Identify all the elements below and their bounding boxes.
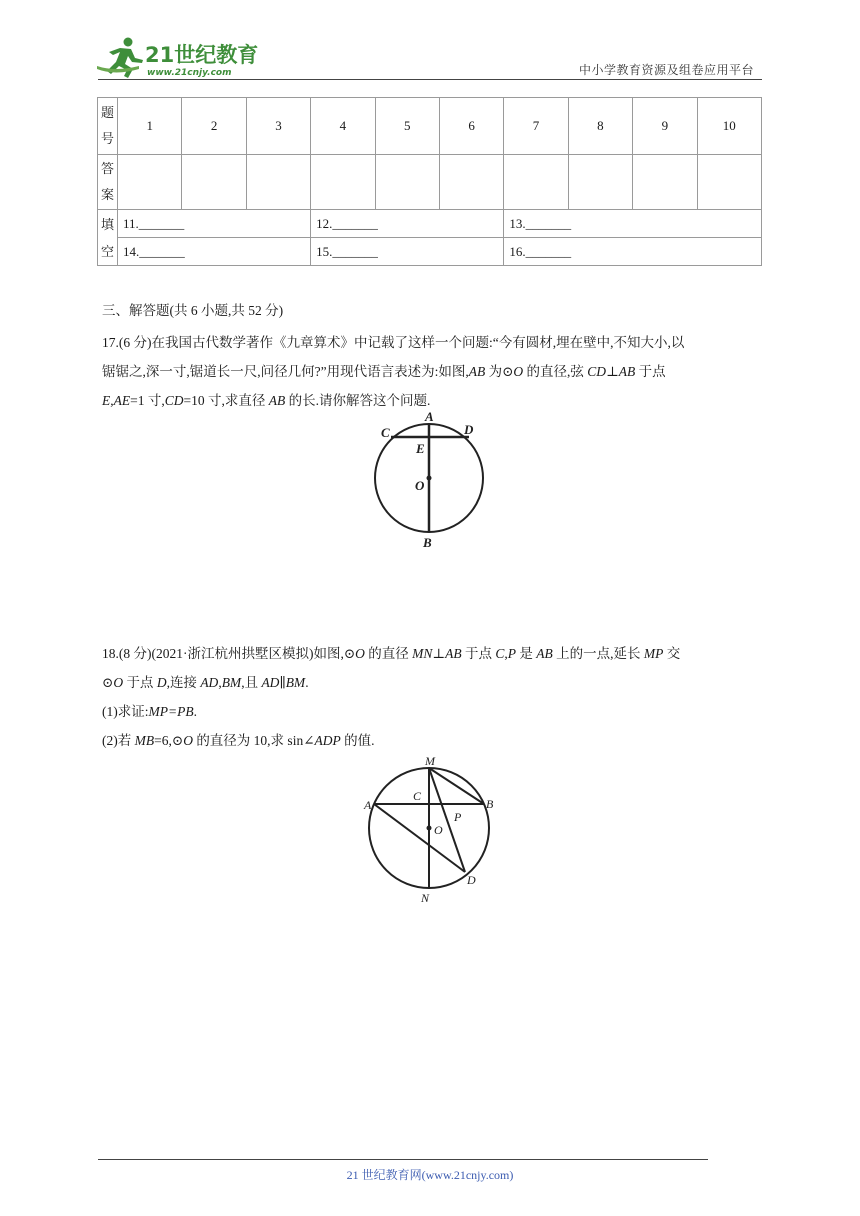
q18-line-2: ⊙O 于点 D,连接 AD,BM,且 AD∥BM. xyxy=(102,675,309,690)
question-number-cell: 7 xyxy=(504,98,568,155)
question-number-cell: 2 xyxy=(182,98,246,155)
center-point-o xyxy=(427,476,432,481)
label-e: E xyxy=(416,441,425,456)
label-o: O xyxy=(434,823,443,837)
answer-cell[interactable] xyxy=(118,155,182,210)
label-b: B xyxy=(486,797,494,811)
question-number-cell: 9 xyxy=(633,98,697,155)
question-number-cell: 8 xyxy=(568,98,632,155)
section-heading: 三、解答题(共 6 小题,共 52 分) xyxy=(102,303,284,318)
answer-sheet-table xyxy=(97,97,762,266)
label-b: B xyxy=(423,535,432,550)
answer-cell[interactable] xyxy=(439,155,503,210)
answer-cell[interactable] xyxy=(697,155,761,210)
question-number-cell: 6 xyxy=(439,98,503,155)
answer-cell[interactable] xyxy=(182,155,246,210)
site-logo xyxy=(95,36,265,80)
label-a: A xyxy=(364,798,372,812)
logo-brand-text: 21世纪教育 xyxy=(145,43,259,67)
header-divider xyxy=(98,79,762,80)
segment-mb xyxy=(429,768,484,804)
answer-cell[interactable] xyxy=(311,155,375,210)
question-number-cell: 3 xyxy=(246,98,310,155)
question-number-cell: 5 xyxy=(375,98,439,155)
runner-icon xyxy=(97,38,143,79)
label-d: D xyxy=(464,422,474,437)
center-point-o xyxy=(427,826,432,831)
footer-divider xyxy=(98,1159,708,1160)
row-label-answer: 答案 xyxy=(98,155,118,210)
q17-line-2: 锯锯之,深一寸,锯道长一尺,问径几何?”用现代语言表述为:如图,AB 为⊙O 的直径,弦 CD⊥AB 于点 xyxy=(102,364,666,379)
row-label-question: 题号 xyxy=(98,98,118,155)
q18-line-1: 18.(8 分)(2021·浙江杭州拱墅区模拟)如图,⊙O 的直径 MN⊥AB 于点 C,P 是 AB 上的一点,延长 MP 交 xyxy=(102,646,681,661)
q17-circle-figure xyxy=(360,405,500,555)
question-number-cell: 1 xyxy=(118,98,182,155)
label-n: N xyxy=(421,891,430,905)
label-a: A xyxy=(425,409,434,424)
footer-site-link[interactable]: 21 世纪教育网(www.21cnjy.com) xyxy=(346,1168,514,1182)
fill-blank-cell[interactable]: 13._______ xyxy=(504,210,762,238)
label-d: D xyxy=(467,873,476,887)
q18-part-2: (2)若 MB=6,⊙O 的直径为 10,求 sin∠ADP 的值. xyxy=(102,733,375,748)
fill-blank-cell[interactable]: 15._______ xyxy=(311,238,504,266)
fill-blank-row xyxy=(98,238,762,266)
fill-blank-cell[interactable]: 12._______ xyxy=(311,210,504,238)
answer-cell[interactable] xyxy=(246,155,310,210)
fill-blank-cell[interactable]: 16._______ xyxy=(504,238,762,266)
q18-part-1: (1)求证:MP=PB. xyxy=(102,704,197,719)
fill-blank-cell[interactable]: 14._______ xyxy=(118,238,311,266)
question-number-cell: 10 xyxy=(697,98,761,155)
fill-blank-row xyxy=(98,210,762,238)
label-c: C xyxy=(381,425,390,440)
q17-line-3: E,AE=1 寸,CD=10 寸,求直径 AB 的长.请你解答这个问题. xyxy=(102,393,431,408)
fill-blank-cell[interactable]: 11._______ xyxy=(118,210,311,238)
platform-name: 中小学教育资源及组卷应用平台 xyxy=(578,63,754,77)
answer-cell[interactable] xyxy=(633,155,697,210)
answer-row xyxy=(98,155,762,210)
question-number-row xyxy=(98,98,762,155)
answer-cell[interactable] xyxy=(568,155,632,210)
q18-circle-figure xyxy=(355,752,505,907)
logo-url-text: www.21cnjy.com xyxy=(147,68,232,78)
label-m: M xyxy=(425,754,435,768)
row-label-fill: 填空 xyxy=(98,210,118,266)
answer-cell[interactable] xyxy=(375,155,439,210)
label-o: O xyxy=(415,478,425,493)
answer-cell[interactable] xyxy=(504,155,568,210)
q17-line-1: 17.(6 分)在我国古代数学著作《九章算术》中记载了这样一个问题:“今有圆材,埋在壁中,不知大小,以 xyxy=(102,335,685,350)
question-number-cell: 4 xyxy=(311,98,375,155)
label-c: C xyxy=(413,789,422,803)
segment-ad xyxy=(374,804,465,872)
label-p: P xyxy=(454,810,462,824)
